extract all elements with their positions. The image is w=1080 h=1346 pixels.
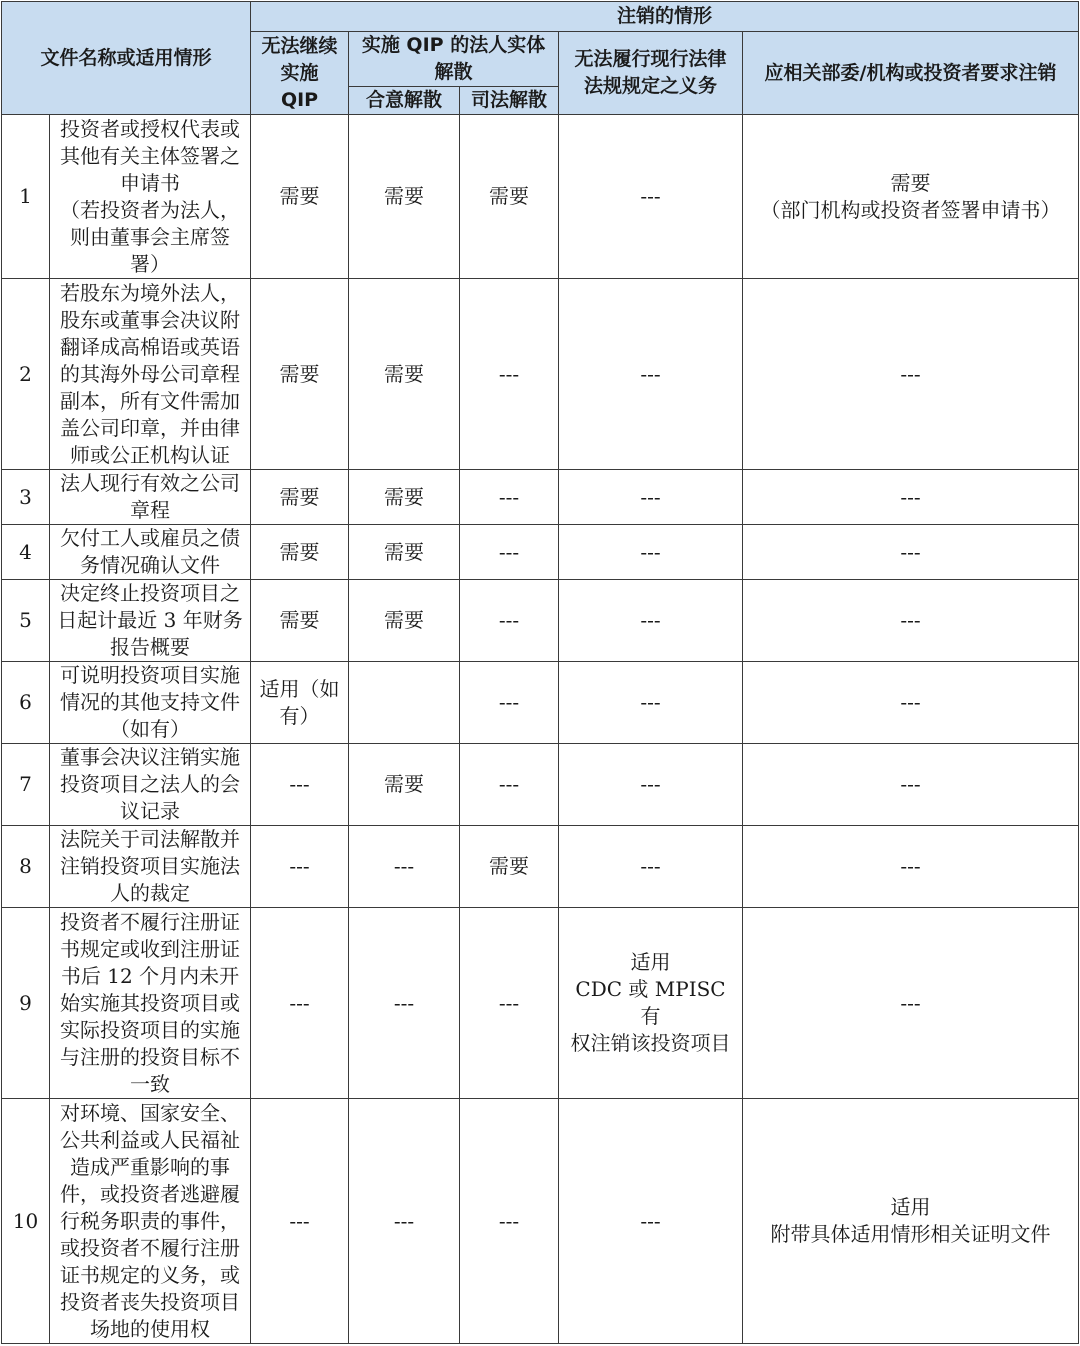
cell-line: 董事会决议注销实施 xyxy=(60,745,240,769)
cell-line: 日起计最近 3 年财务 xyxy=(57,608,243,632)
header-line: 解散 xyxy=(434,61,473,83)
cell-line: 或投资者不履行注册 xyxy=(60,1235,240,1260)
document-name xyxy=(50,744,251,826)
row-number: 4 xyxy=(2,525,50,580)
document-name xyxy=(50,1099,251,1344)
cell-line: 适用 xyxy=(890,1195,931,1219)
cell-line: CDC 或 MPISC 有 xyxy=(575,977,726,1028)
cell-line: 投资者丧失投资项目 xyxy=(60,1289,240,1314)
cell-judicial-dissolution: --- xyxy=(460,1099,559,1344)
cell-line: 若股东为境外法人， xyxy=(60,280,240,305)
row-number: 3 xyxy=(2,470,50,525)
row-number: 5 xyxy=(2,580,50,662)
cell-line: 件，或投资者逃避履 xyxy=(60,1181,240,1206)
header-line: 法规规定之义务 xyxy=(584,75,718,97)
cell-line: --- xyxy=(640,539,661,564)
cell-line: 可说明投资项目实施 xyxy=(60,663,240,687)
cell-cannot-continue: 需要 xyxy=(251,525,349,580)
table-row xyxy=(2,908,1079,1099)
cell-line: --- xyxy=(900,484,921,509)
cell-line: 证书规定的义务，或 xyxy=(60,1262,240,1287)
cell-line: 欠付工人或雇员之债 xyxy=(60,526,240,550)
cell-judicial-dissolution: --- xyxy=(460,662,559,744)
cell-line: 始实施其投资项目或 xyxy=(60,990,240,1015)
cell-line: 场地的使用权 xyxy=(90,1316,210,1341)
cell-line: 的其海外母公司章程 xyxy=(60,361,240,386)
cell-line: 副本，所有文件需加 xyxy=(60,388,240,413)
cell-judicial-dissolution: --- xyxy=(460,470,559,525)
cell-obligation xyxy=(559,580,743,662)
cell-line: 与注册的投资目标不 xyxy=(60,1044,240,1069)
cell-line: 有） xyxy=(279,703,320,728)
cell-line: 需要 xyxy=(890,170,931,195)
cell-line: 报告概要 xyxy=(110,635,190,659)
cell-obligation xyxy=(559,744,743,826)
cell-line: 书规定或收到注册证 xyxy=(60,936,240,961)
cell-line: 实际投资项目的实施 xyxy=(60,1017,240,1042)
header-line: 实施 xyxy=(280,61,319,84)
cell-line: 翻译成高棉语或英语 xyxy=(60,334,240,359)
cell-line: 署） xyxy=(130,251,170,276)
row-number: 6 xyxy=(2,662,50,744)
row-number: 2 xyxy=(2,279,50,470)
document-name xyxy=(50,525,251,580)
header-doc-name: 文件名称或适用情形 xyxy=(2,2,251,115)
cell-voluntary-dissolution: --- xyxy=(349,826,460,908)
row-number: 7 xyxy=(2,744,50,826)
cell-line: 行税务职责的事件， xyxy=(60,1208,240,1233)
header-line: QIP xyxy=(280,88,319,111)
cell-line: 附带具体适用情形相关证明文件 xyxy=(770,1222,1051,1246)
header-obligation xyxy=(559,32,743,115)
header-entity-dissolve xyxy=(349,32,559,87)
cell-line: 适用（如 xyxy=(259,676,340,701)
cell-line: --- xyxy=(640,361,661,386)
cell-request xyxy=(743,1099,1079,1344)
table-row xyxy=(2,744,1079,826)
table-row xyxy=(2,470,1079,525)
cell-obligation xyxy=(559,525,743,580)
cell-voluntary-dissolution: 需要 xyxy=(349,580,460,662)
cell-cannot-continue: 需要 xyxy=(251,470,349,525)
document-name xyxy=(50,662,251,744)
document-name xyxy=(50,279,251,470)
cell-line: --- xyxy=(640,772,661,796)
cell-request xyxy=(743,744,1079,826)
document-name xyxy=(50,470,251,525)
cell-voluntary-dissolution: 需要 xyxy=(349,115,460,279)
cell-obligation xyxy=(559,908,743,1099)
table-row xyxy=(2,115,1079,279)
cell-cannot-continue: 需要 xyxy=(251,279,349,470)
cell-voluntary-dissolution: 需要 xyxy=(349,525,460,580)
cell-line: 其他有关主体签署之 xyxy=(60,143,240,168)
cell-line: --- xyxy=(640,1208,661,1233)
cell-obligation xyxy=(559,1099,743,1344)
cell-cannot-continue: --- xyxy=(251,826,349,908)
cell-line: --- xyxy=(900,690,921,714)
table-header xyxy=(2,2,1079,115)
table-row xyxy=(2,826,1079,908)
cell-voluntary-dissolution: 需要 xyxy=(349,744,460,826)
row-number: 10 xyxy=(2,1099,50,1344)
cell-line: 人的裁定 xyxy=(110,881,190,905)
table-row xyxy=(2,279,1079,470)
document-name xyxy=(50,908,251,1099)
cell-line: 书后 12 个月内未开 xyxy=(60,963,240,988)
cell-line: 对环境、国家安全、 xyxy=(60,1100,240,1125)
cell-request xyxy=(743,470,1079,525)
cell-voluntary-dissolution: --- xyxy=(349,908,460,1099)
row-number: 9 xyxy=(2,908,50,1099)
cell-cannot-continue: --- xyxy=(251,908,349,1099)
cell-obligation xyxy=(559,470,743,525)
cell-line: 师或公正机构认证 xyxy=(70,442,230,467)
cell-line: --- xyxy=(640,608,661,632)
header-line: 实施 QIP 的法人实体 xyxy=(361,34,546,56)
cell-voluntary-dissolution: --- xyxy=(349,1099,460,1344)
cell-judicial-dissolution: --- xyxy=(460,744,559,826)
cell-cannot-continue: 需要 xyxy=(251,115,349,279)
cell-line: --- xyxy=(640,690,661,714)
cell-line: --- xyxy=(900,990,921,1015)
cell-line: 权注销该投资项目 xyxy=(570,1031,731,1055)
cell-request xyxy=(743,580,1079,662)
cell-line: --- xyxy=(900,854,921,878)
cell-request xyxy=(743,826,1079,908)
cell-line: （若投资者为法人， xyxy=(60,197,240,222)
table-row xyxy=(2,662,1079,744)
cell-line: --- xyxy=(900,361,921,386)
cell-cannot-continue xyxy=(251,662,349,744)
cell-line: 适用 xyxy=(630,950,671,974)
cell-judicial-dissolution: 需要 xyxy=(460,115,559,279)
cell-judicial-dissolution: --- xyxy=(460,908,559,1099)
cell-line: 申请书 xyxy=(120,170,180,195)
cell-line: 法人现行有效之公司 xyxy=(60,471,240,495)
cell-line: 决定终止投资项目之 xyxy=(60,581,240,605)
cell-line: 投资者或授权代表或 xyxy=(60,116,240,141)
cell-cannot-continue: 需要 xyxy=(251,580,349,662)
header-line: 无法继续 xyxy=(261,34,338,57)
cell-line: --- xyxy=(900,539,921,564)
table-row xyxy=(2,580,1079,662)
cell-cannot-continue: --- xyxy=(251,744,349,826)
cancellation-documents-table xyxy=(1,1,1079,1344)
cell-line: 股东或董事会决议附 xyxy=(60,307,240,332)
cell-line: 投资项目之法人的会 xyxy=(60,772,240,796)
document-name xyxy=(50,115,251,279)
cell-line: （部门机构或投资者签署申请书） xyxy=(760,197,1061,222)
cell-voluntary-dissolution xyxy=(349,662,460,744)
header-cancel-group: 注销的情形 xyxy=(251,2,1079,32)
header-cannot-continue xyxy=(251,32,349,115)
cell-line: 公共利益或人民福祉 xyxy=(60,1127,240,1152)
cell-request xyxy=(743,662,1079,744)
cell-line: 注销投资项目实施法 xyxy=(60,854,240,878)
cell-line: 务情况确认文件 xyxy=(80,553,220,577)
cell-line: 议记录 xyxy=(120,799,180,823)
header-line: 无法履行现行法律 xyxy=(574,48,727,70)
cell-line: --- xyxy=(640,184,661,208)
cell-obligation xyxy=(559,826,743,908)
header-voluntary: 合意解散 xyxy=(349,87,460,115)
cell-request xyxy=(743,525,1079,580)
cell-judicial-dissolution: 需要 xyxy=(460,826,559,908)
cell-obligation xyxy=(559,115,743,279)
table-body xyxy=(2,115,1079,1344)
cell-line: 则由董事会主席签 xyxy=(70,224,230,249)
cell-request xyxy=(743,279,1079,470)
row-number: 8 xyxy=(2,826,50,908)
header-judicial: 司法解散 xyxy=(460,87,559,115)
cell-line: 一致 xyxy=(130,1071,170,1096)
cell-line: --- xyxy=(640,484,661,509)
row-number: 1 xyxy=(2,115,50,279)
cell-judicial-dissolution: --- xyxy=(460,580,559,662)
document-name xyxy=(50,580,251,662)
cell-obligation xyxy=(559,279,743,470)
table-row xyxy=(2,1099,1079,1344)
cell-request xyxy=(743,115,1079,279)
cell-line: （如有） xyxy=(110,717,190,741)
cell-voluntary-dissolution: 需要 xyxy=(349,470,460,525)
cell-request xyxy=(743,908,1079,1099)
table-row xyxy=(2,525,1079,580)
header-request: 应相关部委/机构或投资者要求注销 xyxy=(743,32,1079,115)
cell-line: 投资者不履行注册证 xyxy=(60,909,240,934)
cell-judicial-dissolution: --- xyxy=(460,525,559,580)
cell-line: 法院关于司法解散并 xyxy=(60,827,240,851)
cell-cannot-continue: --- xyxy=(251,1099,349,1344)
cell-obligation xyxy=(559,662,743,744)
cell-line: 盖公司印章，并由律 xyxy=(60,415,240,440)
cell-voluntary-dissolution: 需要 xyxy=(349,279,460,470)
cell-line: --- xyxy=(900,608,921,632)
cell-line: 章程 xyxy=(130,498,170,522)
document-name xyxy=(50,826,251,908)
cell-judicial-dissolution: --- xyxy=(460,279,559,470)
cell-line: 造成严重影响的事 xyxy=(70,1154,230,1179)
cell-line: --- xyxy=(900,772,921,796)
cell-line: --- xyxy=(640,854,661,878)
cell-line: 情况的其他支持文件 xyxy=(60,690,240,714)
